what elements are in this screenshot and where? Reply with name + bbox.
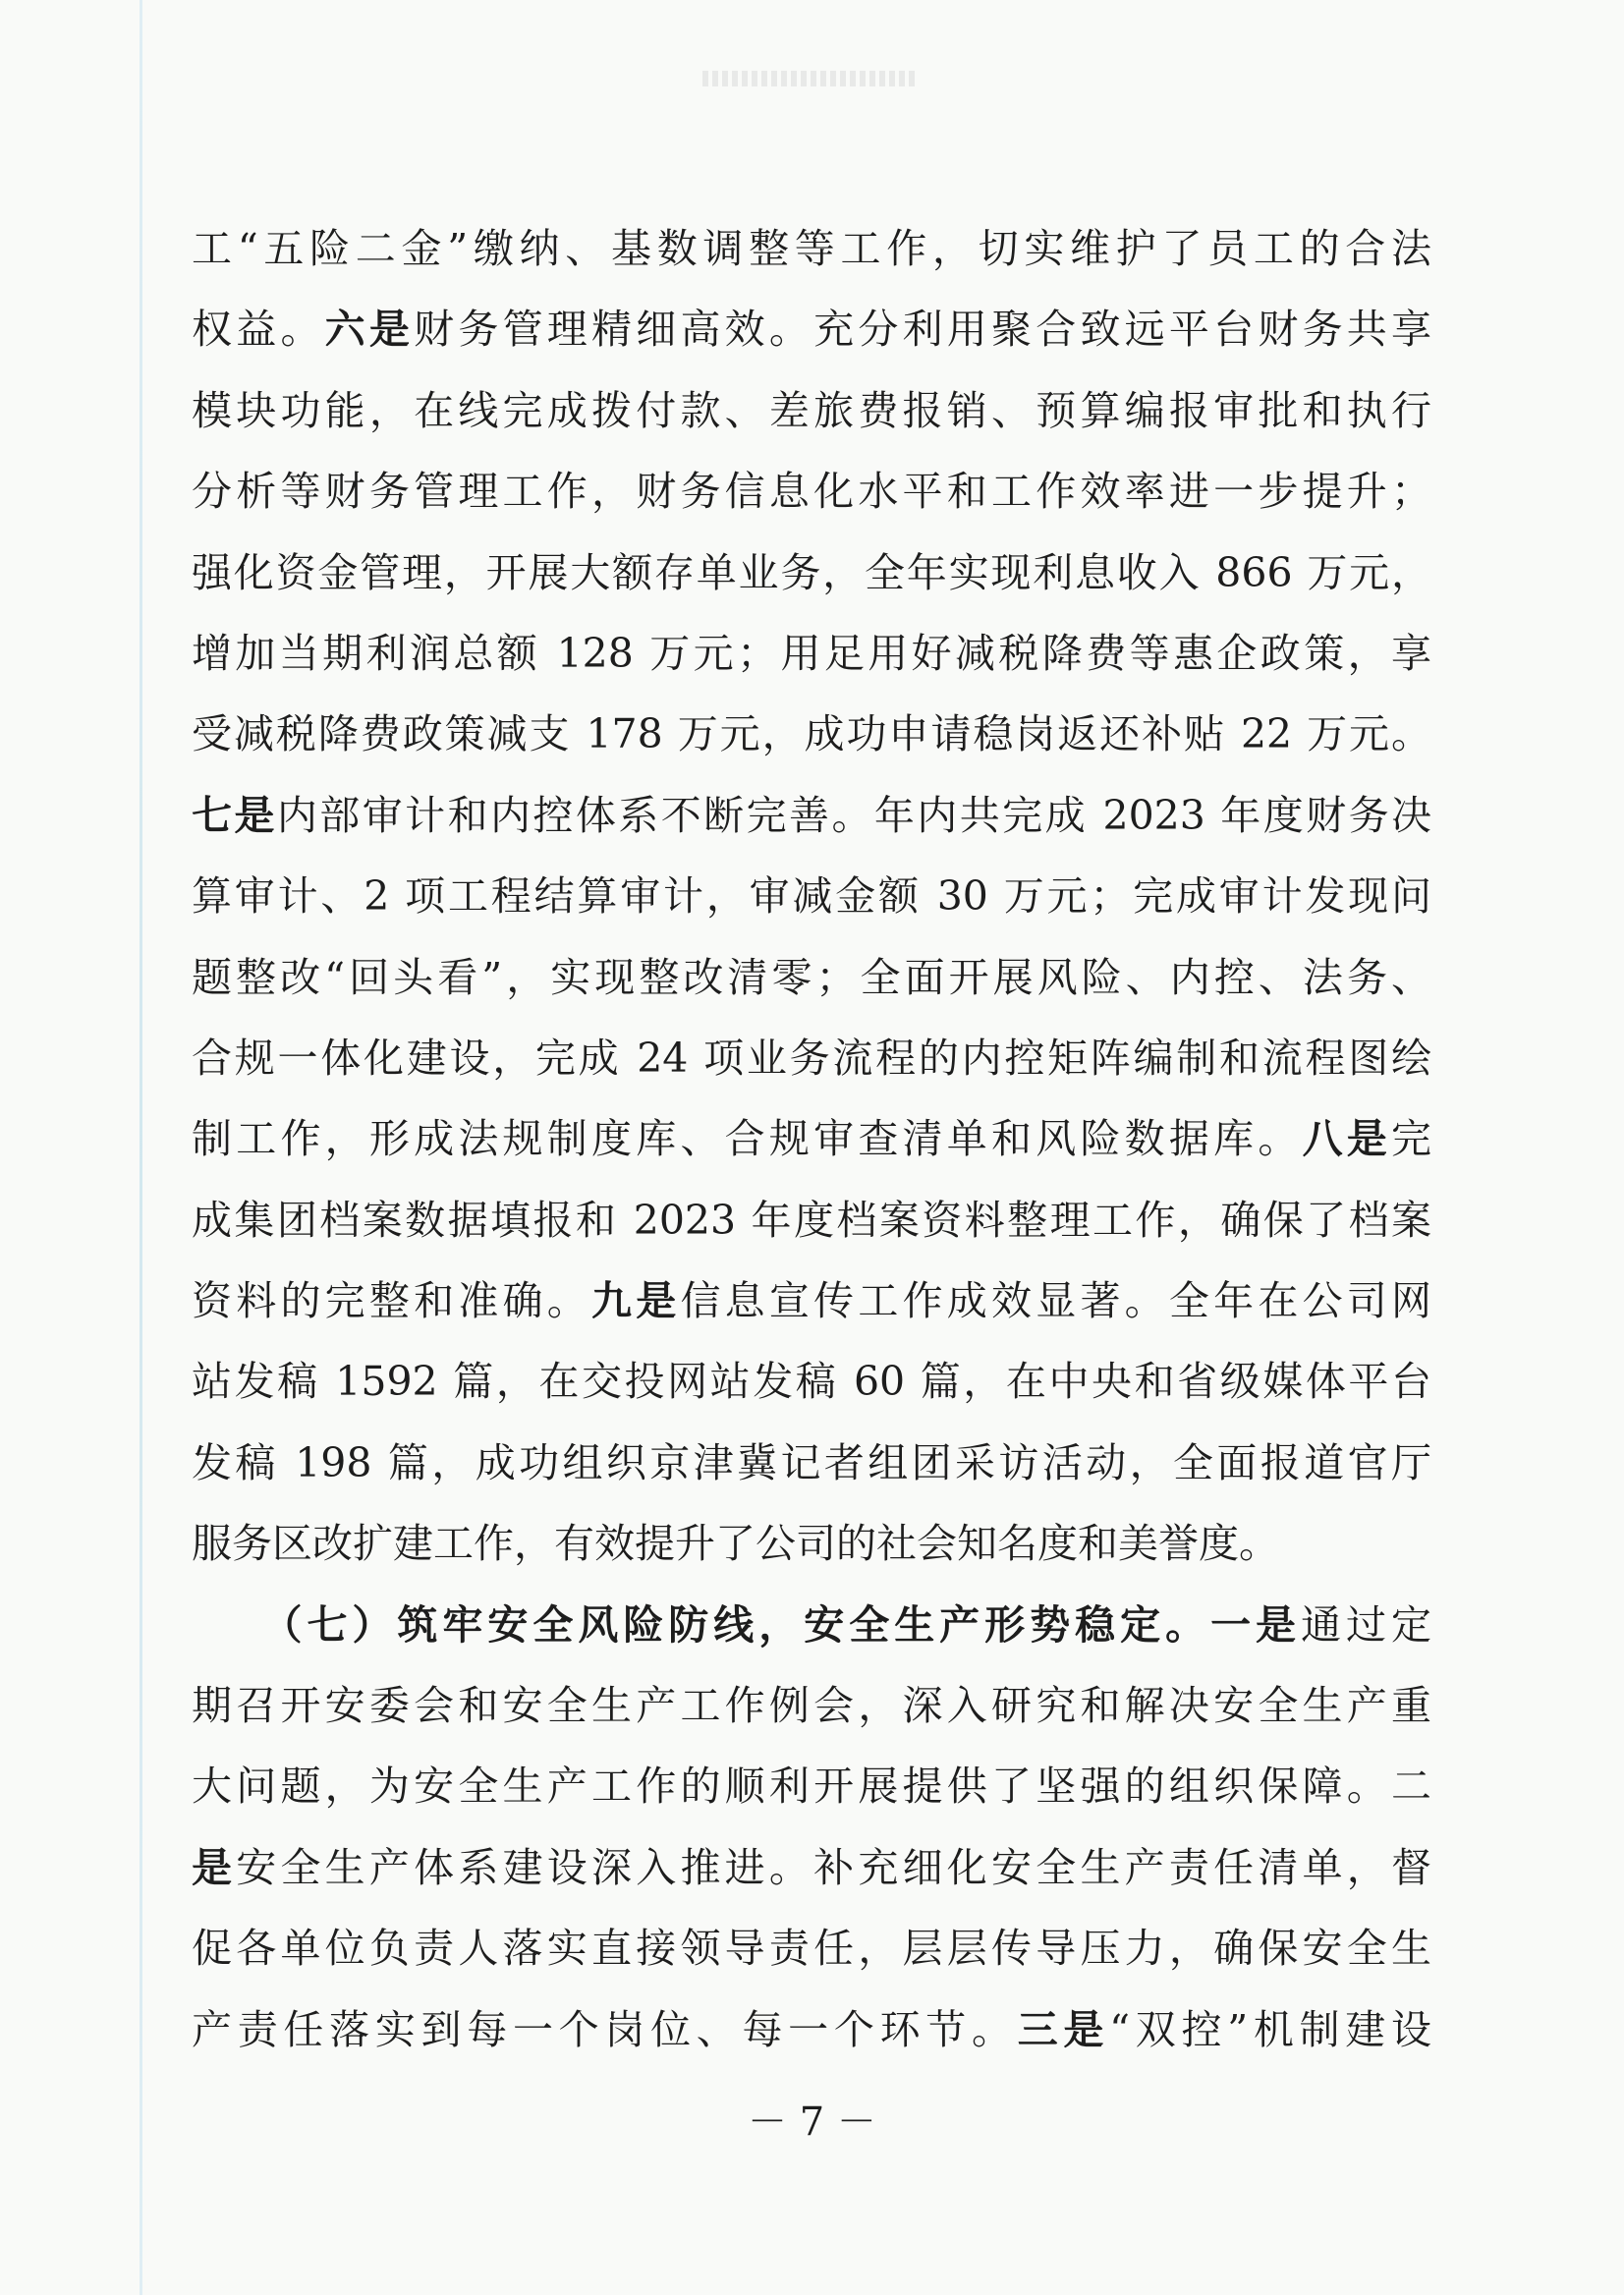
text-run: 产责任落实到每一个岗位、每一个环节。 — [192, 2005, 1018, 2053]
text-run: 受减税降费政策减支 178 万元，成功申请稳岗返还补贴 22 万元。 — [192, 710, 1431, 758]
text-run: 资料的完整和准确。 — [192, 1277, 591, 1325]
text-run: 权益。 — [192, 306, 325, 354]
text-line — [192, 937, 1431, 1018]
text-line — [192, 856, 1431, 936]
text-run: 算审计、2 项工程结算审计，审减金额 30 万元；完成审计发现问 — [192, 872, 1431, 921]
text-run: 信息宣传工作成效显著。全年在公司网 — [680, 1277, 1431, 1325]
bold-text-run: 九是 — [591, 1277, 681, 1325]
text-line — [192, 1585, 1431, 1665]
text-run: 服务区改扩建工作，有效提升了公司的社会知名度和美誉度。 — [192, 1520, 1279, 1568]
text-run: 强化资金管理，开展大额存单业务，全年实现利息收入 866 万元， — [192, 548, 1431, 596]
text-run: 模块功能，在线完成拨付款、差旅费报销、预算编报审批和执行 — [192, 386, 1431, 434]
text-line — [192, 1018, 1431, 1098]
text-run: 题整改“回头看”，实现整改清零；全面开展风险、内控、法务、 — [192, 953, 1431, 1001]
bold-text-run: 七是 — [192, 791, 277, 839]
text-run: 通过定 — [1301, 1600, 1431, 1649]
page-number: － 7 － — [748, 2099, 876, 2145]
text-line — [192, 370, 1431, 451]
text-run: “双控”机制建设 — [1109, 2005, 1431, 2053]
text-line — [192, 613, 1431, 694]
scan-edge-line — [140, 0, 142, 2295]
text-line — [192, 1423, 1431, 1503]
text-line — [192, 775, 1431, 856]
bold-text-run: 八是 — [1302, 1115, 1392, 1163]
text-run: 分析等财务管理工作，财务信息化水平和工作效率进一步提升； — [192, 468, 1431, 516]
bold-text-run: 三是 — [1017, 2005, 1110, 2053]
text-line — [192, 451, 1431, 532]
text-line — [192, 694, 1431, 774]
text-run: 合规一体化建设，完成 24 项业务流程的内控矩阵编制和流程图绘 — [192, 1034, 1431, 1082]
text-run: 内部审计和内控体系不断完善。年内共完成 2023 年度财务决 — [276, 791, 1431, 839]
bold-text-run: 是 — [192, 1843, 237, 1891]
text-line — [192, 1503, 1431, 1584]
text-line — [192, 1827, 1431, 1908]
text-line — [192, 1908, 1431, 1988]
text-run: 财务管理精细高效。充分利用聚合致远平台财务共享 — [414, 306, 1431, 354]
scan-artifact — [702, 71, 919, 86]
text-run: 成集团档案数据填报和 2023 年度档案资料整理工作，确保了档案 — [192, 1196, 1431, 1244]
text-run: 大问题，为安全生产工作的顺利开展提供了坚强的组织保障。二 — [192, 1763, 1431, 1811]
text-line — [192, 1746, 1431, 1826]
bold-text-run: （七）筑牢安全风险防线，安全生产形势稳定。 — [192, 1600, 1211, 1649]
text-line — [192, 1180, 1431, 1260]
text-line — [192, 1989, 1431, 2070]
bold-text-run: 一是 — [1210, 1600, 1302, 1649]
body-text — [192, 208, 1431, 2070]
text-line — [192, 532, 1431, 613]
text-run: 站发稿 1592 篇，在交投网站发稿 60 篇，在中央和省级媒体平台 — [192, 1358, 1431, 1406]
text-run: 制工作，形成法规制度库、合规审查清单和风险数据库。 — [192, 1115, 1303, 1163]
bold-text-run: 六是 — [324, 306, 415, 354]
text-line — [192, 1665, 1431, 1746]
text-run: 增加当期利润总额 128 万元；用足用好减税降费等惠企政策，享 — [192, 629, 1431, 677]
text-line — [192, 1341, 1431, 1422]
text-run: 发稿 198 篇，成功组织京津冀记者组团采访活动，全面报道官厅 — [192, 1438, 1431, 1486]
text-line — [192, 289, 1431, 369]
text-run: 安全生产体系建设深入推进。补充细化安全生产责任清单，督 — [236, 1843, 1431, 1891]
text-run: 工“五险二金”缴纳、基数调整等工作，切实维护了员工的合法 — [192, 225, 1431, 272]
text-line — [192, 208, 1431, 289]
text-run: 期召开安委会和安全生产工作例会，深入研究和解决安全生产重 — [192, 1682, 1431, 1730]
text-run: 完 — [1391, 1115, 1431, 1163]
text-line — [192, 1098, 1431, 1179]
text-run: 促各单位负责人落实直接领导责任，层层传导压力，确保安全生 — [192, 1925, 1431, 1973]
text-line — [192, 1260, 1431, 1341]
